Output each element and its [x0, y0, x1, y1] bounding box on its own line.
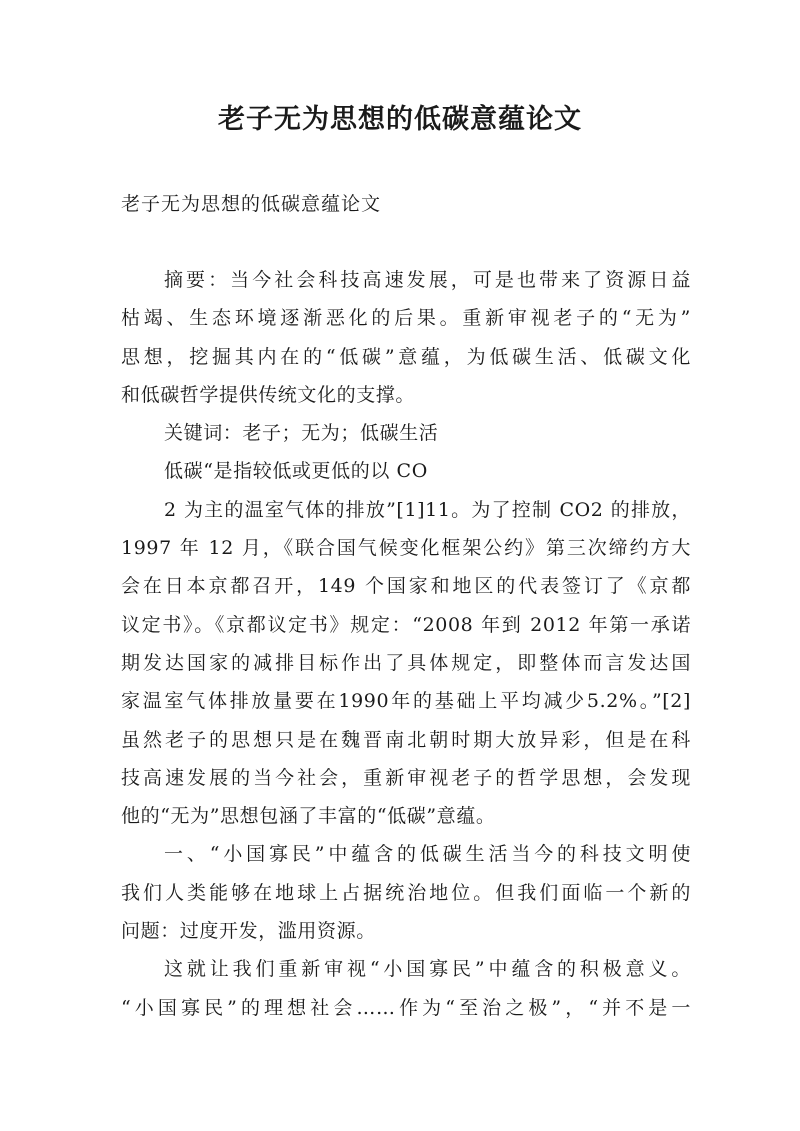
text-line: 1997 年 12 月，《联合国气候变化框架公约》第三次缔约方大 [121, 537, 691, 560]
text-line: 我们人类能够在地球上占据统治地位。但我们面临一个新的 [121, 881, 691, 904]
text-line: 枯竭、生态环境逐渐恶化的后果。重新审视老子的“无为” [121, 307, 691, 330]
text-line: 2 为主的温室气体的排放”[1]11。为了控制 CO2 的排放， [164, 498, 691, 521]
text-line: 期发达国家的减排目标作出了具体规定，即整体而言发达国 [121, 651, 691, 674]
text-line: 会在日本京都召开，149 个国家和地区的代表签订了《京都 [121, 575, 691, 598]
document-body [121, 261, 691, 1027]
document-subtitle: 老子无为思想的低碳意蕴论文 [121, 193, 382, 215]
text-line: 思想，挖掘其内在的“低碳”意蕴，为低碳生活、低碳文化 [121, 345, 691, 368]
text-line: 和低碳哲学提供传统文化的支撑。 [121, 383, 416, 406]
text-line: 技高速发展的当今社会，重新审视老子的哲学思想，会发现 [121, 766, 691, 789]
text-line: 这就让我们重新审视“小国寡民”中蕴含的积极意义。 [164, 958, 691, 981]
text-line: 他的“无为”思想包涵了丰富的“低碳”意蕴。 [121, 805, 496, 828]
text-line: 家温室气体排放量要在1990年的基础上平均减少5.2%。”[2] [121, 690, 691, 713]
text-line: 议定书》。《京都议定书》规定：“2008 年到 2012 年第一承诺 [121, 613, 691, 636]
text-line: 虽然老子的思想只是在魏晋南北朝时期大放异彩，但是在科 [121, 728, 691, 751]
text-line: 低碳“是指较低或更低的以 CO [164, 460, 428, 483]
document-title: 老子无为思想的低碳意蕴论文 [218, 104, 582, 135]
text-line: 问题：过度开发，滥用资源。 [121, 920, 376, 943]
keywords-line: 关键词：老子；无为；低碳生活 [164, 422, 439, 445]
text-line: 摘要：当今社会科技高速发展，可是也带来了资源日益 [164, 269, 691, 291]
section-heading-line: 一、“小国寡民”中蕴含的低碳生活当今的科技文明使 [164, 843, 691, 866]
text-line: “小国寡民”的理想社会……作为“至治之极”，“并不是一 [121, 996, 691, 1019]
